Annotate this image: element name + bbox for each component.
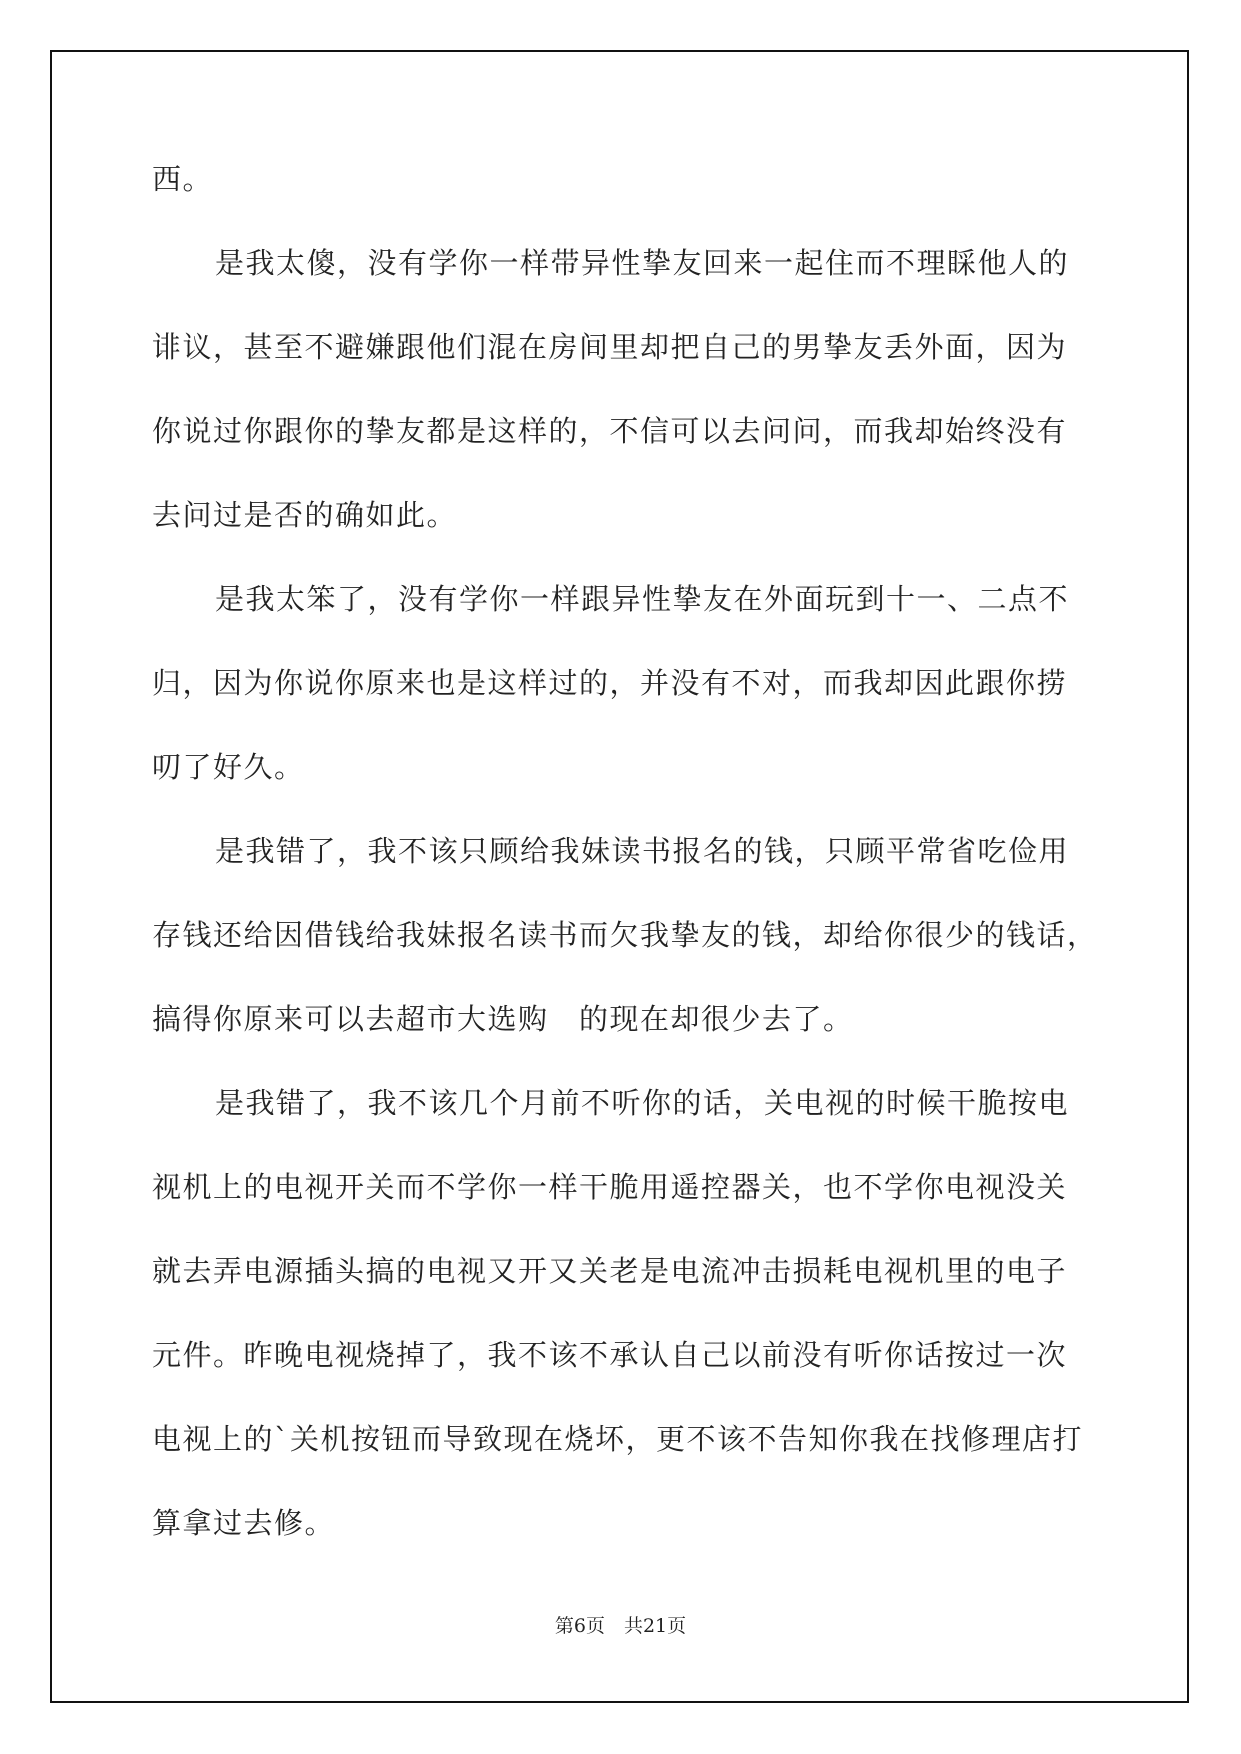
text-line: 搞得你原来可以去超市大选购 的现在却很少去了。 (152, 1002, 854, 1036)
document-body (152, 164, 1112, 1592)
text-line: 西。 (152, 162, 214, 196)
text-line: 存钱还给因借钱给我妹报名读书而欠我挚友的钱，却给你很少的钱话， (152, 918, 1098, 952)
text-line: 去问过是否的确如此。 (152, 498, 458, 532)
paragraph-first-line: 是我太笨了，没有学你一样跟异性挚友在外面玩到十一、二点不 (215, 582, 1070, 616)
text-line: 你说过你跟你的挚友都是这样的，不信可以去问问，而我却始终没有 (152, 414, 1068, 448)
page-number-footer: 第6页 共21页 (554, 1615, 687, 1637)
paragraph-first-line: 是我太傻，没有学你一样带异性挚友回来一起住而不理睬他人的 (215, 246, 1070, 280)
text-line: 诽议，甚至不避嫌跟他们混在房间里却把自己的男挚友丢外面，因为 (152, 330, 1068, 364)
text-line: 电视上的`关机按钮而导致现在烧坏，更不该不告知你我在找修理店打 (152, 1422, 1084, 1456)
paragraph-first-line: 是我错了，我不该几个月前不听你的话，关电视的时候干脆按电 (215, 1086, 1070, 1120)
text-line: 视机上的电视开关而不学你一样干脆用遥控器关，也不学你电视没关 (152, 1170, 1068, 1204)
text-line: 就去弄电源插头搞的电视又开又关老是电流冲击损耗电视机里的电子 (152, 1254, 1068, 1288)
text-line: 叨了好久。 (152, 750, 305, 784)
text-line: 算拿过去修。 (152, 1506, 336, 1540)
text-line: 归，因为你说你原来也是这样过的，并没有不对，而我却因此跟你捞 (152, 666, 1068, 700)
text-line: 元件。昨晚电视烧掉了，我不该不承认自己以前没有听你话按过一次 (152, 1338, 1068, 1372)
paragraph-first-line: 是我错了，我不该只顾给我妹读书报名的钱，只顾平常省吃俭用 (215, 834, 1070, 868)
